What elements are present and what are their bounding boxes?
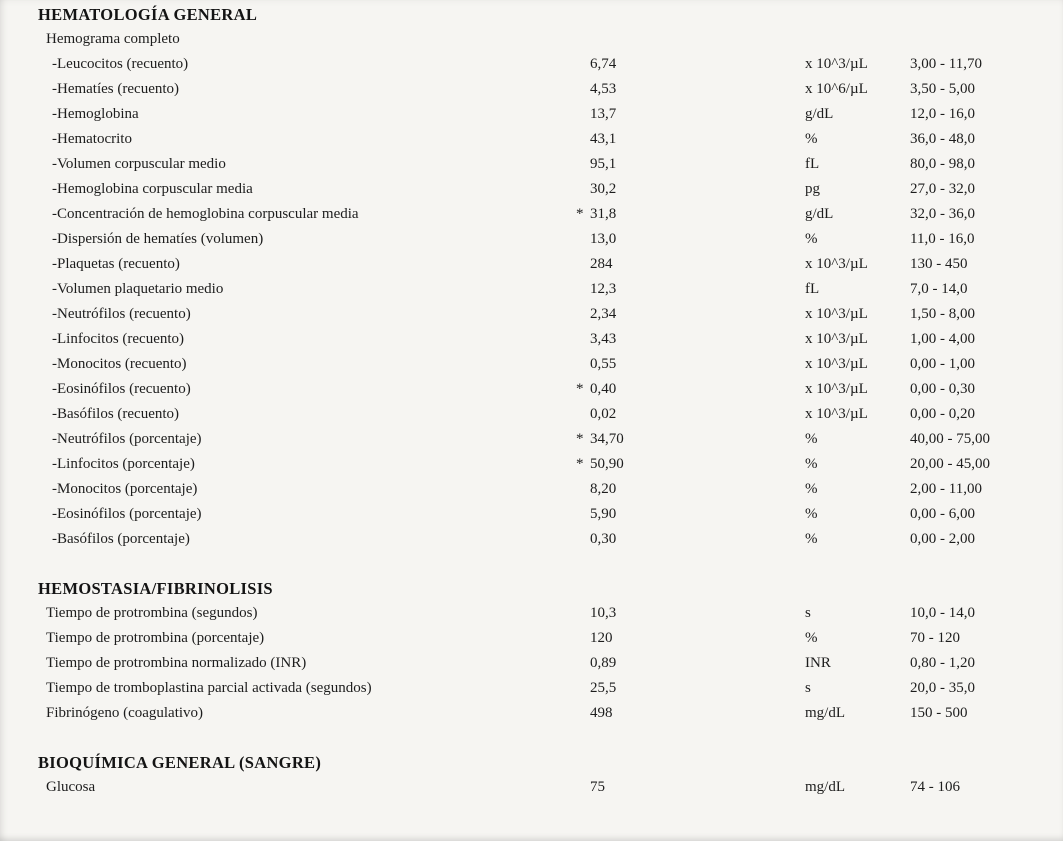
test-value: 0,55 xyxy=(590,356,617,372)
reference-range: 130 - 450 xyxy=(910,256,968,272)
result-row xyxy=(0,676,1063,701)
result-row xyxy=(0,402,1063,427)
section-title: HEMOSTASIA/FIBRINOLISIS xyxy=(38,579,273,598)
reference-range: 27,0 - 32,0 xyxy=(910,181,975,197)
test-result xyxy=(576,352,805,377)
result-row xyxy=(0,626,1063,651)
test-result xyxy=(576,152,805,177)
test-units: % xyxy=(805,630,818,646)
test-name: -Eosinófilos (recuento) xyxy=(52,381,191,397)
test-units: fL xyxy=(805,156,820,172)
test-value: 4,53 xyxy=(590,81,617,97)
reference-range: 0,00 - 6,00 xyxy=(910,506,975,522)
test-units: % xyxy=(805,231,818,247)
test-value: 34,70 xyxy=(590,431,624,447)
test-result xyxy=(576,427,805,452)
test-name: Tiempo de tromboplastina parcial activada (segundos) xyxy=(46,680,372,696)
test-name: -Linfocitos (recuento) xyxy=(52,331,185,347)
test-units: INR xyxy=(805,655,831,671)
result-row xyxy=(0,52,1063,77)
reference-range: 40,00 - 75,00 xyxy=(910,431,990,447)
test-name: -Linfocitos (porcentaje) xyxy=(52,456,195,472)
reference-range: 3,00 - 11,70 xyxy=(910,56,982,72)
test-name: Fibrinógeno (coagulativo) xyxy=(46,705,204,721)
test-units: % xyxy=(805,456,818,472)
abnormal-flag: * xyxy=(576,431,584,447)
test-value: 12,3 xyxy=(590,281,617,297)
test-value: 8,20 xyxy=(590,481,617,497)
result-row xyxy=(0,277,1063,302)
test-name: -Leucocitos (recuento) xyxy=(52,56,189,72)
abnormal-flag: * xyxy=(576,206,584,222)
reference-range: 20,00 - 45,00 xyxy=(910,456,990,472)
test-units: x 10^3/µL xyxy=(805,381,868,397)
reference-range: 0,00 - 0,30 xyxy=(910,381,975,397)
test-units: % xyxy=(805,481,818,497)
test-value: 5,90 xyxy=(590,506,617,522)
reference-range: 12,0 - 16,0 xyxy=(910,106,975,122)
reference-range: 20,0 - 35,0 xyxy=(910,680,975,696)
result-row xyxy=(0,427,1063,452)
reference-range: 1,00 - 4,00 xyxy=(910,331,975,347)
test-name: -Eosinófilos (porcentaje) xyxy=(52,506,202,522)
test-units: x 10^6/µL xyxy=(805,81,868,97)
reference-range: 7,0 - 14,0 xyxy=(910,281,968,297)
reference-range: 2,00 - 11,00 xyxy=(910,481,982,497)
test-name: -Basófilos (porcentaje) xyxy=(52,531,190,547)
test-value: 6,74 xyxy=(590,56,617,72)
test-name: -Volumen plaquetario medio xyxy=(52,281,224,297)
test-result xyxy=(576,601,805,626)
test-value: 43,1 xyxy=(590,131,617,147)
test-name: Tiempo de protrombina normalizado (INR) xyxy=(46,655,307,671)
reference-range: 74 - 106 xyxy=(910,779,960,795)
test-units: x 10^3/µL xyxy=(805,306,868,322)
test-value: 284 xyxy=(590,256,613,272)
test-units: x 10^3/µL xyxy=(805,56,868,72)
test-result xyxy=(576,402,805,427)
test-value: 498 xyxy=(590,705,613,721)
test-result xyxy=(576,102,805,127)
test-result xyxy=(576,477,805,502)
result-row xyxy=(0,601,1063,626)
test-name: -Monocitos (recuento) xyxy=(52,356,187,372)
result-row xyxy=(0,202,1063,227)
test-units: s xyxy=(805,680,811,696)
test-value: 75 xyxy=(590,779,605,795)
test-name: -Hematíes (recuento) xyxy=(52,81,180,97)
test-value: 50,90 xyxy=(590,456,624,472)
test-result xyxy=(576,452,805,477)
test-value: 120 xyxy=(590,630,613,646)
test-name: Glucosa xyxy=(46,779,96,795)
test-result xyxy=(576,651,805,676)
test-name: -Hemoglobina corpuscular media xyxy=(52,181,253,197)
section-subtitle: Hemograma completo xyxy=(46,31,180,47)
result-row xyxy=(0,377,1063,402)
test-units: mg/dL xyxy=(805,705,845,721)
test-result xyxy=(576,527,805,552)
test-units: mg/dL xyxy=(805,779,845,795)
result-row xyxy=(0,252,1063,277)
report-section xyxy=(0,576,1063,726)
report-sections xyxy=(0,2,1063,800)
test-units: x 10^3/µL xyxy=(805,256,868,272)
test-result xyxy=(576,252,805,277)
test-name: -Basófilos (recuento) xyxy=(52,406,180,422)
test-result xyxy=(576,626,805,651)
section-rows xyxy=(0,775,1063,800)
test-value: 0,40 xyxy=(590,381,617,397)
test-result xyxy=(576,202,805,227)
result-row xyxy=(0,651,1063,676)
result-row xyxy=(0,352,1063,377)
section-title: HEMATOLOGÍA GENERAL xyxy=(38,5,258,24)
reference-range: 11,0 - 16,0 xyxy=(910,231,975,247)
test-value: 3,43 xyxy=(590,331,617,347)
test-result xyxy=(576,127,805,152)
test-units: % xyxy=(805,131,818,147)
result-row xyxy=(0,502,1063,527)
section-title: BIOQUÍMICA GENERAL (SANGRE) xyxy=(38,753,322,772)
test-name: -Plaquetas (recuento) xyxy=(52,256,180,272)
test-units: x 10^3/µL xyxy=(805,406,868,422)
test-value: 0,89 xyxy=(590,655,617,671)
result-row xyxy=(0,127,1063,152)
section-rows xyxy=(0,601,1063,726)
report-section xyxy=(0,750,1063,800)
test-units: % xyxy=(805,506,818,522)
result-row xyxy=(0,227,1063,252)
test-value: 13,7 xyxy=(590,106,617,122)
section-rows xyxy=(0,52,1063,552)
test-units: x 10^3/µL xyxy=(805,356,868,372)
test-name: -Neutrófilos (porcentaje) xyxy=(52,431,202,447)
reference-range: 32,0 - 36,0 xyxy=(910,206,975,222)
result-row xyxy=(0,152,1063,177)
test-result xyxy=(576,701,805,726)
reference-range: 36,0 - 48,0 xyxy=(910,131,975,147)
test-name: -Dispersión de hematíes (volumen) xyxy=(52,231,264,247)
test-units: g/dL xyxy=(805,206,834,222)
test-name: Tiempo de protrombina (segundos) xyxy=(46,605,258,621)
test-name: -Volumen corpuscular medio xyxy=(52,156,226,172)
reference-range: 0,00 - 2,00 xyxy=(910,531,975,547)
test-result xyxy=(576,302,805,327)
report-section xyxy=(0,2,1063,552)
reference-range: 0,00 - 1,00 xyxy=(910,356,975,372)
test-result xyxy=(576,327,805,352)
test-value: 30,2 xyxy=(590,181,617,197)
reference-range: 1,50 - 8,00 xyxy=(910,306,975,322)
test-name: -Hematocrito xyxy=(52,131,132,147)
test-units: % xyxy=(805,531,818,547)
result-row xyxy=(0,77,1063,102)
result-row xyxy=(0,452,1063,477)
test-name: -Neutrófilos (recuento) xyxy=(52,306,191,322)
result-row xyxy=(0,701,1063,726)
test-name: -Monocitos (porcentaje) xyxy=(52,481,198,497)
test-name: -Hemoglobina xyxy=(52,106,139,122)
test-name: -Concentración de hemoglobina corpuscular media xyxy=(52,206,359,222)
test-units: x 10^3/µL xyxy=(805,331,868,347)
reference-range: 10,0 - 14,0 xyxy=(910,605,975,621)
test-units: g/dL xyxy=(805,106,834,122)
reference-range: 150 - 500 xyxy=(910,705,968,721)
test-result xyxy=(576,77,805,102)
test-value: 2,34 xyxy=(590,306,617,322)
test-units: fL xyxy=(805,281,820,297)
result-row xyxy=(0,102,1063,127)
test-value: 31,8 xyxy=(590,206,617,222)
result-row xyxy=(0,527,1063,552)
reference-range: 80,0 - 98,0 xyxy=(910,156,975,172)
test-result xyxy=(576,277,805,302)
test-value: 95,1 xyxy=(590,156,617,172)
result-row xyxy=(0,477,1063,502)
test-result xyxy=(576,177,805,202)
test-units: % xyxy=(805,431,818,447)
test-result xyxy=(576,775,805,800)
reference-range: 3,50 - 5,00 xyxy=(910,81,975,97)
test-units: pg xyxy=(805,181,820,197)
test-result xyxy=(576,502,805,527)
result-row xyxy=(0,327,1063,352)
test-name: Tiempo de protrombina (porcentaje) xyxy=(46,630,265,646)
result-row xyxy=(0,302,1063,327)
result-row xyxy=(0,775,1063,800)
test-value: 0,30 xyxy=(590,531,617,547)
test-result xyxy=(576,676,805,701)
abnormal-flag: * xyxy=(576,381,584,397)
test-value: 10,3 xyxy=(590,605,617,621)
test-result xyxy=(576,377,805,402)
abnormal-flag: * xyxy=(576,456,584,472)
reference-range: 70 - 120 xyxy=(910,630,960,646)
reference-range: 0,00 - 0,20 xyxy=(910,406,975,422)
test-value: 25,5 xyxy=(590,680,617,696)
test-result xyxy=(576,227,805,252)
test-value: 0,02 xyxy=(590,406,617,422)
test-result xyxy=(576,52,805,77)
reference-range: 0,80 - 1,20 xyxy=(910,655,975,671)
test-value: 13,0 xyxy=(590,231,617,247)
test-units: s xyxy=(805,605,811,621)
result-row xyxy=(0,177,1063,202)
